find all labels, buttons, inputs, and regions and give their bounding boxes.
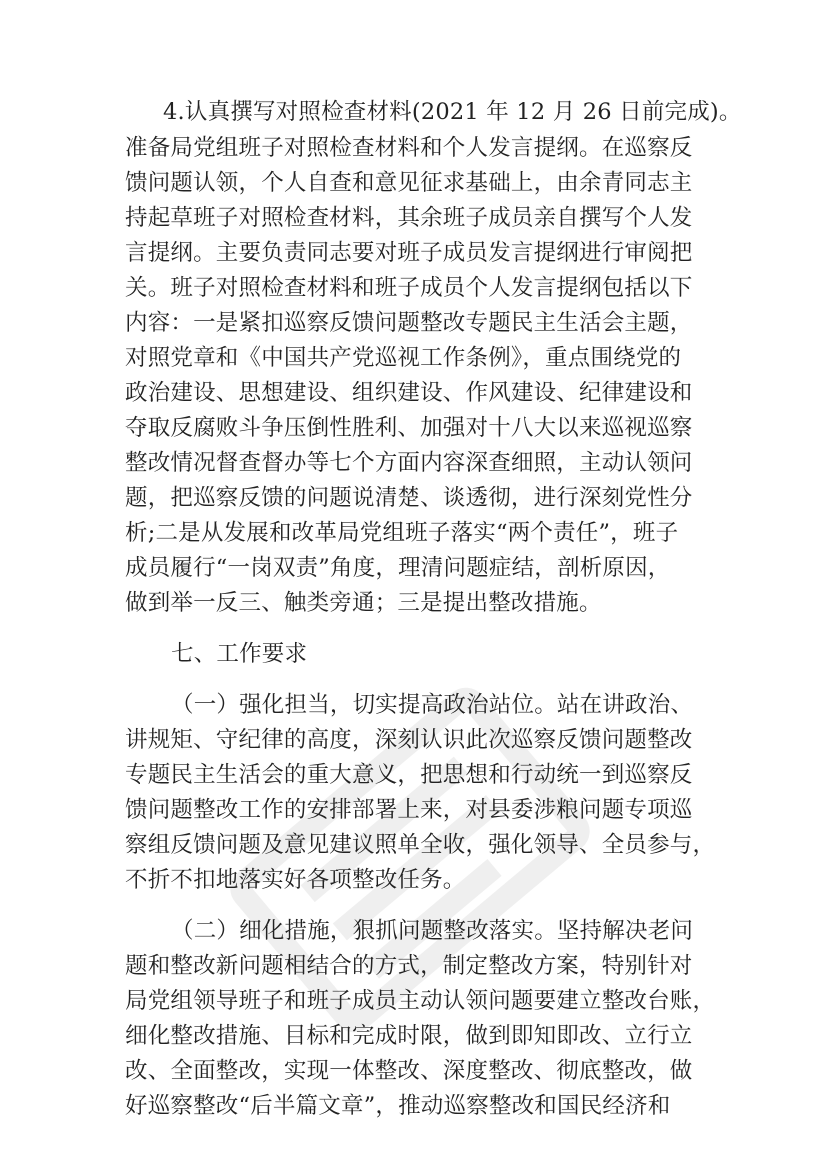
text-line: 言提纲。主要负责同志要对班子成员发言提纲进行审阅把	[125, 240, 693, 266]
text-line: 内容：一是紧扣巡察反馈问题整改专题民主生活会主题，	[125, 310, 693, 336]
text-line: 不折不扣地落实好各项整改任务。	[125, 867, 466, 893]
text-line: 讲规矩、守纪律的高度，深刻认识此次巡察反馈问题整改	[125, 727, 693, 753]
text-line: 察组反馈问题及意见建议照单全收，强化领导、全员参与，	[125, 832, 716, 858]
text-line: 局党组领导班子和班子成员主动认领问题要建立整改台账，	[125, 988, 716, 1014]
text-line: 4.认真撰写对照检查材料(2021 年 12 月 26 日前完成)。	[163, 99, 742, 125]
text-line: 专题民主生活会的重大意义，把思想和行动统一到巡察反	[125, 762, 693, 788]
text-line: 馈问题整改工作的安排部署上来，对县委涉粮问题专项巡	[125, 797, 693, 823]
text-line: 好巡察整改“后半篇文章”，推动巡察整改和国民经济和	[125, 1093, 671, 1119]
text-line: 整改情况督查督办等七个方面内容深查细照，主动认领问	[125, 450, 693, 476]
text-line: 准备局党组班子对照检查材料和个人发言提纲。在巡察反	[125, 135, 693, 161]
text-line: （二）细化措施，狠抓问题整改落实。坚持解决老问	[171, 918, 694, 944]
text-line: 关。班子对照检查材料和班子成员个人发言提纲包括以下	[125, 275, 693, 301]
text-line: 改、全面整改，实现一体整改、深度整改、彻底整改，做	[125, 1058, 693, 1084]
text-line: 成员履行“一岗双责”角度，理清问题症结，剖析原因，	[125, 555, 671, 581]
text-line: 题，把巡察反馈的问题说清楚、谈透彻，进行深刻党性分	[125, 485, 693, 511]
text-line: 细化整改措施、目标和完成时限，做到即知即改、立行立	[125, 1023, 693, 1049]
text-line: 夺取反腐败斗争压倒性胜利、加强对十八大以来巡视巡察	[125, 415, 693, 441]
text-line: 馈问题认领，个人自查和意见征求基础上，由余青同志主	[125, 170, 693, 196]
text-line: 对照党章和《中国共产党巡视工作条例》，重点围绕党的	[125, 345, 682, 371]
text-line: （一）强化担当，切实提高政治站位。站在讲政治、	[171, 692, 694, 718]
text-line: 析;二是从发展和改革局党组班子落实“两个责任”，班子	[125, 520, 679, 546]
text-line: 做到举一反三、触类旁通；三是提出整改措施。	[125, 590, 602, 616]
text-line: 题和整改新问题相结合的方式，制定整改方案，特别针对	[125, 953, 693, 979]
text-line: 持起草班子对照检查材料，其余班子成员亲自撰写个人发	[125, 205, 693, 231]
text-line: 政治建设、思想建设、组织建设、作风建设、纪律建设和	[125, 380, 693, 406]
section-heading: 七、工作要求	[171, 641, 308, 667]
